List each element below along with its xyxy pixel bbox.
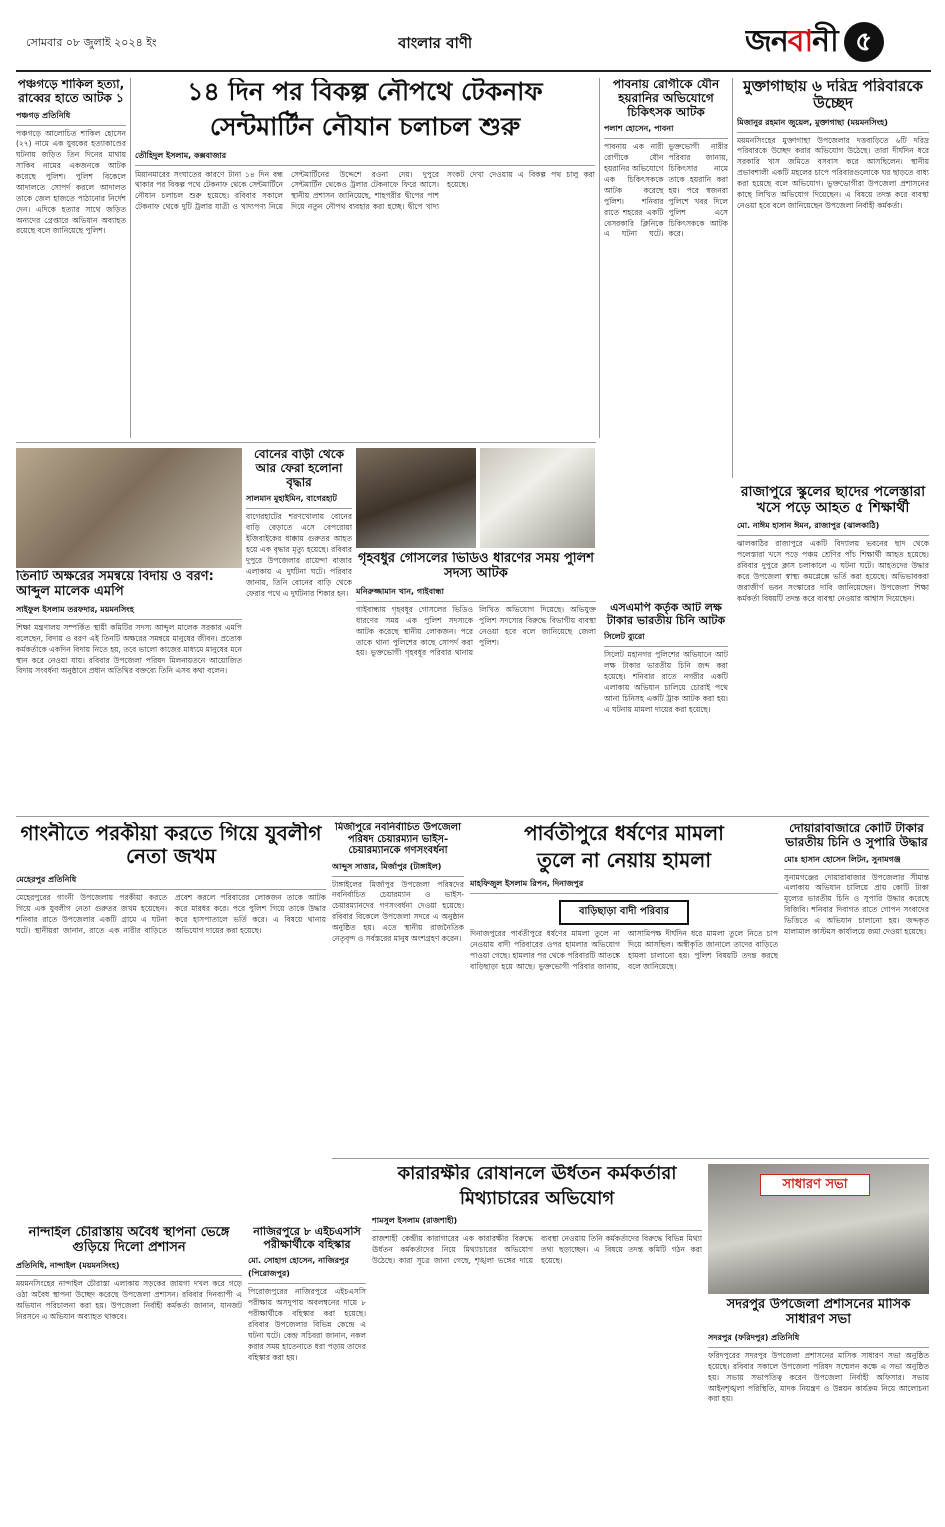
- article-body: টাঙ্গাইলের মির্জাপুর উপজেলা পরিষদের নবনির্বাচিত চেয়ারম্যান ও ভাইস-চেয়ারম্যানদের গণসংবর্ধনা দেওয়া হয়েছে। রবিবার বিকেলে উপজেলা সদরে এ অনুষ্ঠান অনুষ্ঠিত হয়। এতে স্থানীয় রাজনৈতিক নেতৃবৃন্দ ও সর্বস্তরের মানুষ অংশগ্রহণ করেন।: [332, 879, 464, 943]
- article-body: গাইবান্ধায় গৃহবধূর গোসলের ভিডিও ধারণের সময় এক পুলিশ সদস্যকে আটক করেছে স্থানীয় লোকজন। পরে তাকে থানা পুলিশের কাছে সোপর্দ করা হয়। ভুক্তভোগী গৃহবধূর পরিবার থানায় লিখিত অভিযোগ দিয়েছে। অভিযুক্ত পুলিশ সদস্যের বিরুদ্ধে বিভাগীয় ব্যবস্থা নেওয়া হবে বলে জানিয়েছে জেলা পুলিশ।: [356, 604, 596, 658]
- article-gaibandha: [356, 552, 596, 802]
- sub-headline-box: বাড়িছাড়া বাদী পরিবার: [559, 900, 689, 925]
- header-rule: [16, 70, 931, 72]
- article-body: দিনাজপুরের পার্বতীপুরে ধর্ষণের মামলা তুলে না নেওয়ায় বাদী পরিবারের ওপর হামলার অভিযোগ পাওয়া গেছে। হামলার পর থেকে পরিবারটি আতঙ্কে বাড়িছাড়া হয়ে আছে। ভুক্তভোগী পরিবার জানায়, আসামিপক্ষ দীর্ঘদিন ধরে মামলা তুলে নিতে চাপ দিয়ে আসছিল। অস্বীকৃতি জানালে তাদের বাড়িতে হামলা চালানো হয়। পুলিশ বিষয়টি তদন্ত করছে বলে জানিয়েছে।: [470, 929, 778, 971]
- byline: সদরপুর (ফরিদপুর) প্রতিনিধি: [708, 1332, 929, 1348]
- byline: মো. সোহাগ হোসেন, নাজিরপুর (পিরোজপুর): [248, 1255, 366, 1284]
- award-photo: [16, 448, 242, 568]
- article-rajshahi-jail: [372, 1164, 702, 1516]
- issue-date: সোমবার ০৮ জুলাই ২০২৪ ইং: [26, 36, 157, 49]
- article-bagerhat: [246, 448, 352, 808]
- headline-line-1: পার্বতীপুরে ধর্ষণের মামলা: [524, 822, 724, 845]
- row-divider: [16, 442, 596, 443]
- byline: মিজানুর রহমান জুয়েল, মুক্তাগাছা (ময়মনসিংহ): [737, 117, 929, 133]
- article-mirzapur: [332, 822, 464, 1162]
- column-divider: [130, 78, 131, 438]
- article-body: সিলেট মহানগর পুলিশের অভিযানে আট লক্ষ টাকার ভারতীয় চিনি জব্দ করা হয়েছে। শনিবার রাতে নগরীর একটি এলাকায় অভিযান চালিয়ে চোরাই পথে আনা চিনিসহ একটি ট্রাক আটক করা হয়। এ ঘটনায় মামলা দায়ের করা হয়েছে।: [604, 650, 728, 714]
- article-body: পিরোজপুরের নাজিরপুরে এইচএসসি পরীক্ষায় অসদুপায় অবলম্বনের দায়ে ৮ পরীক্ষার্থীকে বহিস্কার করা হয়েছে। রবিবার উপজেলার বিভিন্ন কেন্দ্রে এ ঘটনা ঘটে। কেন্দ্র সচিবরা জানান, নকল করার সময় হাতেনাতে ধরা পড়ায় তাদের বহিস্কার করা হয়।: [248, 1287, 366, 1362]
- article-body: সুনামগঞ্জের দোয়ারাবাজার উপজেলার সীমান্ত এলাকায় অভিযান চালিয়ে প্রায় কোটি টাকা মূল্যের ভারতীয় চিনি ও সুপারি উদ্ধার করেছে বিজিবি। শনিবার দিবাগত রাতে গোপন সংবাদের ভিত্তিতে এ অভিযান চালানো হয়। জব্দকৃত মালামাল কাস্টমস কার্যালয়ে জমা দেওয়া হয়েছে।: [784, 872, 929, 936]
- logo-part-1: জন: [745, 23, 788, 59]
- row-divider: [332, 1158, 929, 1159]
- article-panchagarh: [16, 78, 126, 438]
- headline: পাবনায় রোগীকে যৌন হয়রানির অভিযোগে চিকিৎসক আটক: [612, 78, 720, 119]
- headline: নাজিরপুরে ৮ এইচএসসি পরীক্ষার্থীকে বহিস্কার: [253, 1226, 361, 1251]
- headline-line-2: মিথ্যাচারের অভিযোগ: [459, 1187, 615, 1209]
- article-body: ময়মনসিংহের মুক্তাগাছা উপজেলার দত্তবাড়িতে ৬টি দরিদ্র পরিবারকে উচ্ছেদ করার অভিযোগ উঠেছে। তারা দীর্ঘদিন ধরে সরকারি খাস জমিতে বসবাস করে আসছিলেন। স্থানীয় প্রভাবশালী একটি মহলের চাপে পরিবারগুলোকে ঘর ছাড়তে বাধ্য করা হয়েছে বলে অভিযোগ। ভুক্তভোগীরা উপজেলা প্রশাসনের কাছে লিখিত অভিযোগ দিয়েছেন। এ বিষয়ে তদন্ত করে ব্যবস্থা নেওয়া হবে বলে জানিয়েছেন উপজেলা নির্বাহী কর্মকর্তা।: [737, 135, 929, 210]
- byline: পঞ্চগড় প্রতিনিধি: [16, 110, 126, 126]
- article-body: শিক্ষা মন্ত্রণালয় সম্পর্কিত স্থায়ী কমিটির সদস্য আব্দুল মালেক সরকার এমপি বলেছেন, বিদায় ও বরণ এই তিনটি অক্ষরের সমন্বয়ে মানুষের জীবন। প্রত্যেক কর্মকর্তাকে একদিন বিদায় নিতে হয়, তবে ভালো কাজের মাধ্যমে মানুষের মনে স্থান করে নেওয়া যায়। রবিবার উপজেলা পরিষদ মিলনায়তনে আয়োজিত বিদায় সংবর্ধনা অনুষ্ঠানে প্রধান অতিথির বক্তব্যে তিনি এসব কথা বলেন।: [16, 622, 242, 676]
- byline: সিলেট ব্যুরো: [604, 631, 728, 647]
- headline-line-1: কারারক্ষীর রোষানলে ঊর্ধতন কর্মকর্তারা: [397, 1164, 677, 1184]
- logo-part-2: বা: [787, 23, 813, 59]
- article-pabna: [604, 78, 728, 598]
- article-body: মেহেরপুরের গাংনী উপজেলায় পরকীয়া করতে গিয়ে এক যুবলীগ নেতা গুরুতর জখম হয়েছেন। শনিবার রাতে উপজেলার একটি গ্রামে এ ঘটনা ঘটে। স্থানীয়রা জানান, রাতে এক নারীর বাড়িতে প্রবেশ করলে পরিবারের লোকজন তাকে আটক করে মারধর করে। পরে পুলিশ গিয়ে তাকে উদ্ধার করে হাসপাতালে ভর্তি করে। এ বিষয়ে থানায় অভিযোগ দায়ের করা হয়েছে।: [16, 893, 326, 935]
- byline: মেহেরপুর প্রতিনিধি: [16, 874, 326, 890]
- accused-photo: [356, 448, 476, 548]
- article-sylhet-sugar: [604, 602, 728, 812]
- article-rajapur-school: [737, 484, 929, 814]
- article-teknaf: [135, 78, 595, 438]
- article-body: পঞ্চগড়ে আলোচিত শাকিল হোসেন (২৭) নামে এক যুবকের হত্যাকাণ্ডের ঘটনায় জড়িত তিন দিনের মাথায় সাকিব নামের একজনকে আটক করেছে পুলিশ। পুলিশ বিকেলে আদালতে সোপর্দ করলে আদালত তাকে জেল হাজতে পাঠানোর নির্দেশ দেন। এদিকে হত্যার সাথে জড়িত অন্যদের গ্রেপ্তারে অভিযান অব্যাহত রয়েছে বলে জানিয়েছে পুলিশ।: [16, 128, 126, 236]
- article-muktagacha: [737, 78, 929, 478]
- byline: মো. নাঈম হাসান ঈমন, রাজাপুর (ঝালকাঠি): [737, 520, 929, 536]
- column-divider: [599, 78, 600, 438]
- byline: মোঃ হাসান হোসেন লিটন, সুনামগঞ্জ: [784, 854, 929, 870]
- byline: মাহফিজুল ইসলাম রিপন, দিনাজপুর: [470, 878, 778, 894]
- byline: পলাশ হোসেন, পাবনা: [604, 123, 728, 139]
- logo-part-3: নী: [812, 23, 838, 59]
- article-body: ময়মনসিংহের নান্দাইল চৌরাস্তা এলাকায় সড়কের জায়গা দখল করে গড়ে ওঠা অবৈধ স্থাপনা উচ্ছেদ করেছে উপজেলা প্রশাসন। রবিবার দিনব্যাপী এ অভিযান পরিচালনা করা হয়। উপজেলা নির্বাহী কর্মকর্তা জানান, যানজট নিরসনে এ অভিযান অব্যাহত থাকবে।: [16, 1278, 242, 1321]
- masthead-logo: [745, 18, 920, 66]
- article-body: মিয়ানমারের সংঘাতের কারণে টানা ১৪ দিন বন্ধ থাকার পর বিকল্প পথে টেকনাফ থেকে সেন্টমার্টিনে নৌযান চলাচল শুরু হয়েছে। রবিবার সকালে টেকনাফ থেকে দুটি ট্রলার যাত্রী ও খাদ্যপণ্য নিয়ে সেন্টমার্টিনের উদ্দেশে রওনা দেয়। দুপুরে সেন্টমার্টিন থেকেও ট্রলার টেকনাফে ফিরে আসে। স্থানীয় প্রশাসন জানিয়েছে, শাহপরীর দ্বীপের পাশ দিয়ে নতুন নৌপথ ব্যবহার করা হচ্ছে। দ্বীপে খাদ্য সংকট দেখা দেওয়ায় এ বিকল্প পথ চালু করা হয়েছে।: [135, 169, 595, 212]
- byline: তৌহিদুল ইসলাম, কক্সবাজার: [135, 150, 595, 166]
- article-body: বাগেরহাটের শরণখোলায় বোনের বাড়ি বেড়াতে এসে বেপরোয়া ইজিবাইকের ধাক্কায় গুরুতর আহত হয়ে এক বৃদ্ধার মৃত্যু হয়েছে। রবিবার দুপুরে উপজেলার রায়েন্দা বাজার এলাকায় এ দুর্ঘটনা ঘটে। পরিবার জানায়, তিনি বোনের বাড়ি থেকে ফেরার পথে এ দুর্ঘটনার শিকার হন।: [246, 512, 352, 598]
- row-divider: [16, 816, 929, 817]
- headline: রাজাপুরে স্কুলের ছাদের পলেস্তারা খসে পড়ে আহত ৫ শিক্ষার্থী: [740, 484, 926, 517]
- headline-line-1: ১৪ দিন পর বিকল্প নৌপথে টেকনাফ: [187, 78, 543, 106]
- column-divider: [732, 78, 733, 478]
- headline: গৃহবধুর গোসলের ভিডিও ধারণের সময় পুলিশ সদস্য আটক: [358, 552, 594, 581]
- paper-name: বাংলার বাণী: [398, 34, 473, 52]
- headline: পঞ্চগড়ে শাকিল হত্যা, রাব্বের হাতে আটক ১: [17, 78, 125, 105]
- id-card-photo: [480, 448, 595, 548]
- headline: দোয়ারাবাজারে কোটি টাকার ভারতীয় চিনি ও সুপারি উদ্ধার: [785, 822, 928, 849]
- headline: তিনটি অক্ষরের সমন্বয়ে বিদায় ও বরণ: আব্দুল মালেক এমপি: [16, 570, 214, 599]
- article-body: ঝালকাঠির রাজাপুরে একটি বিদ্যালয় ভবনের ছাদ থেকে পলেস্তারা খসে পড়ে পঞ্চম শ্রেণির পাঁচ শিক্ষার্থী আহত হয়েছে। রবিবার দুপুরে ক্লাস চলাকালে এ ঘটনা ঘটে। আহতদের উদ্ধার করে উপজেলা স্বাস্থ্য কমপ্লেক্সে ভর্তি করা হয়েছে। অভিভাবকরা জরাজীর্ণ ভবন সংস্কারের দাবি জানিয়েছেন। উপজেলা শিক্ষা কর্মকর্তা বিষয়টি তদন্ত করে ব্যবস্থা নেওয়ার আশ্বাস দিয়েছেন।: [737, 539, 929, 603]
- headline: মির্জাপুরে নবনির্বাচিত উপজেলা পরিষদ চেয়ারম্যান ভাইস-চেয়ারম্যানকে গণসংবর্ধনা: [334, 822, 461, 856]
- headline: এসএমপি কর্তৃক আট লক্ষ টাকার ভারতীয় চিনি আটক: [606, 602, 726, 627]
- meeting-banner: সাধারণ সভা: [760, 1174, 870, 1196]
- byline: আব্দুস সাত্তার, মির্জাপুর (টাঙ্গাইল): [332, 861, 464, 877]
- byline: শামসুল ইসলাম (রাজশাহী): [372, 1215, 702, 1231]
- article-parbatipur: [470, 822, 778, 1152]
- byline: সালমান মুহাইমিন, বাগেরহাট: [246, 493, 352, 509]
- article-doarabazar: [784, 822, 929, 1152]
- byline: মনিরুজ্জামান খান, গাইবান্ধা: [356, 586, 596, 602]
- headline: মুক্তাগাছায় ৬ দরিদ্র পরিবারকে উচ্ছেদ: [743, 78, 923, 113]
- headline: সদরপুর উপজেলা প্রশাসনের মাসিক সাধারণ সভা: [726, 1298, 911, 1327]
- article-body: রাজশাহী কেন্দ্রীয় কারাগারের এক কারারক্ষীর বিরুদ্ধে ঊর্ধতন কর্মকর্তাদের নিয়ে মিথ্যাচারের অভিযোগ উঠেছে। কারা সূত্রে জানা গেছে, শৃঙ্খলা ভঙ্গের দায়ে ব্যবস্থা নেওয়ায় তিনি কর্মকর্তাদের বিরুদ্ধে বিভিন্ন মিথ্যা তথ্য ছড়াচ্ছেন। এ বিষয়ে তদন্ত কমিটি গঠন করা হয়েছে।: [372, 1234, 702, 1266]
- headline-line-2: সেন্টমার্টিন নৌযান চলাচল শুরু: [209, 111, 521, 141]
- headline: বোনের বাড়ী থেকে আর ফেরা হলোনা বৃদ্ধার: [254, 448, 344, 489]
- headline: গাংনীতে পরকীয়া করতে গিয়ে যুবলীগ নেতা জখম: [20, 822, 322, 868]
- article-body: পাবনায় এক নারী রোগীকে যৌন হয়রানির অভিযোগে এক চিকিৎসককে আটক করেছে পুলিশ। শনিবার রাতে শহরের একটি বেসরকারি ক্লিনিকে এ ঘটনা ঘটে। ভুক্তভোগী নারীর পরিবার জানায়, চিকিৎসার নামে তাকে হয়রানি করা হয়। পরে স্বজনরা পুলিশে খবর দিলে পুলিশ এসে চিকিৎসককে আটক করে।: [604, 142, 728, 239]
- article-gangni: [16, 822, 326, 1220]
- article-nandail: [16, 1226, 242, 1516]
- page-number: ৫: [844, 22, 884, 62]
- headline: নান্দাইল চৌরাস্তায় অবৈধ স্থাপনা ভেঙ্গে গুড়িয়ে দিলো প্রশাসন: [28, 1226, 230, 1255]
- article-malek-mp: [16, 570, 242, 810]
- byline: সাইফুল ইসলাম তরফদার, ময়মনসিংহ: [16, 604, 242, 620]
- article-nazirpur: [248, 1226, 366, 1516]
- headline-line-2: তুলে না নেয়ায় হামলা: [536, 848, 712, 872]
- article-sadarpur: [708, 1298, 929, 1516]
- article-body: ফরিদপুরের সদরপুর উপজেলা প্রশাসনের মাসিক সাধারণ সভা অনুষ্ঠিত হয়েছে। রবিবার সকালে উপজেলা পরিষদ সম্মেলন কক্ষে এ সভা অনুষ্ঠিত হয়। সভায় সভাপতিত্ব করেন উপজেলা নির্বাহী অফিসার। সভায় আইনশৃঙ্খলা পরিস্থিতি, মাদক নিয়ন্ত্রণ ও উন্নয়ন কার্যক্রম নিয়ে আলোচনা করা হয়।: [708, 1350, 929, 1404]
- byline: প্রতিনিধি, নান্দাইল (ময়মনসিংহ): [16, 1260, 242, 1276]
